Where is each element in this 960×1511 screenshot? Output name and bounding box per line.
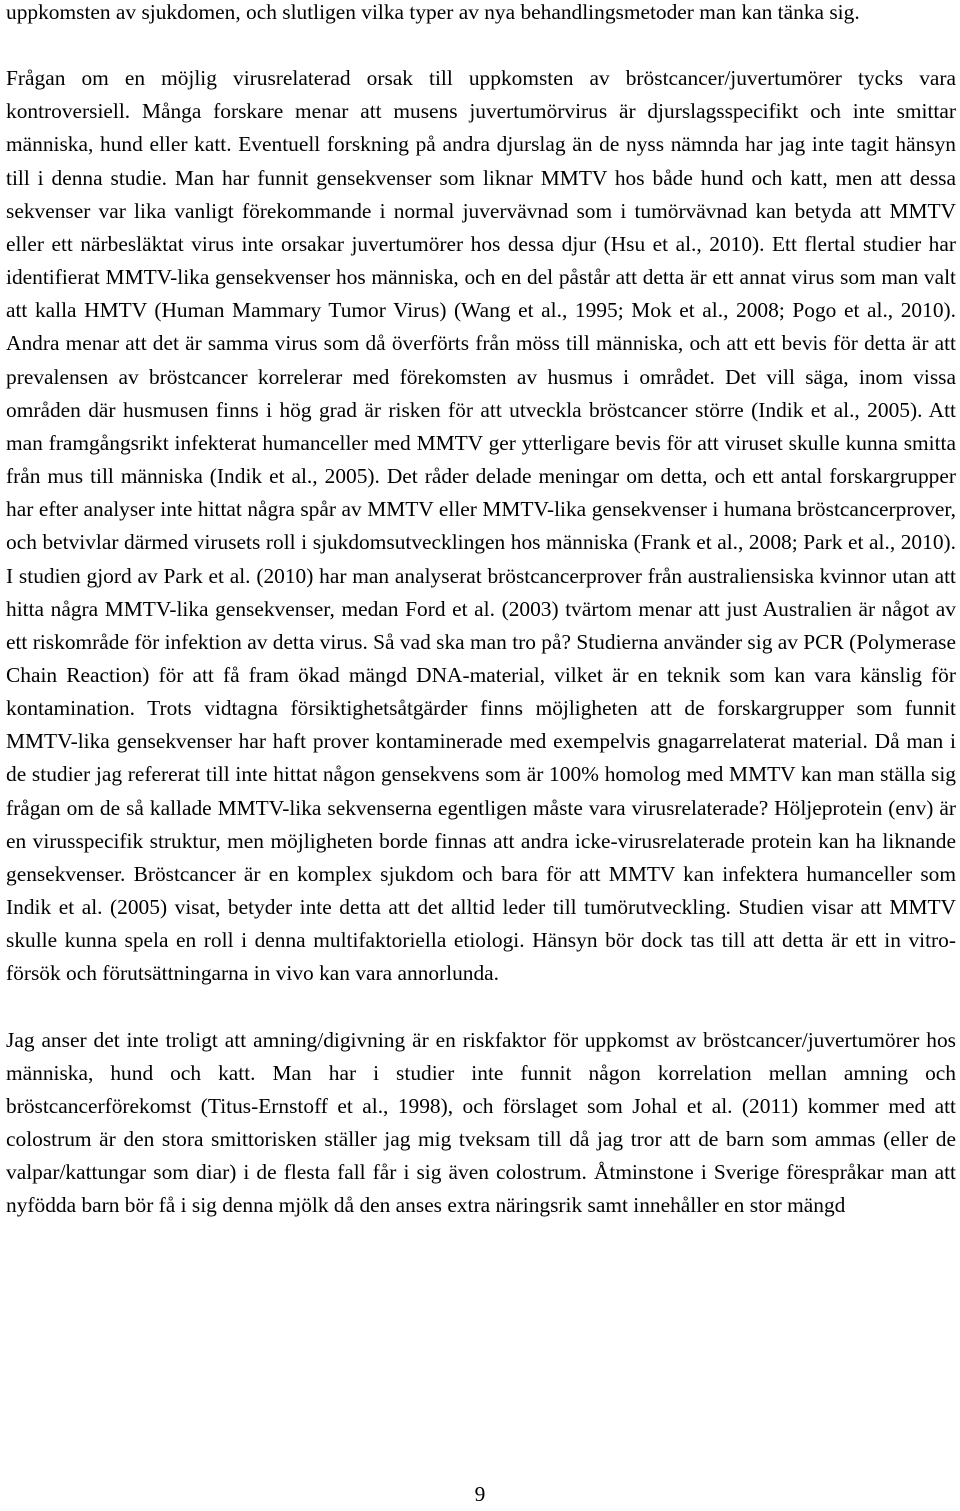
document-page: [6, 0, 956, 1222]
paragraph-breastfeeding: Jag anser det inte troligt att amning/digivning är en riskfaktor för uppkomst av bröstcancer/juvertumörer hos människa, hund och katt. Man har i studier inte funnit någon korrelation mellan amning och bröstcancerförekomst (Titus-Ernstoff et al., 1998), och förslaget som Johal et al. (2011) kommer med att colostrum är den stora smittorisken ställer jag mig tveksam till då jag tror att de barn som ammas (eller de valpar/kattungar som diar) i de flesta fall får i sig även colostrum. Åtminstone i Sverige förespråkar man att nyfödda barn bör få i sig denna mjölk då den anses extra näringsrik samt innehåller en stor mängd: [6, 1027, 956, 1218]
paragraph-virus-discussion: Frågan om en möjlig virusrelaterad orsak till uppkomsten av bröstcancer/juvertumörer tycks vara kontroversiell. Många forskare menar att musens juvertumörvirus är djurslagsspecifikt och inte smittar människa, hund eller katt. Eventuell forskning på andra djurslag än de nyss nämnda har jag inte tagit hänsyn till i denna studie. Man har funnit gensekvenser som liknar MMTV hos både hund och katt, men att dessa sekvenser var lika vanligt förekommande i normal juvervävnad som i tumörvävnad kan betyda att MMTV eller ett närbesläktat virus inte orsakar juvertumörer hos dessa djur (Hsu et al., 2010). Ett flertal studier har identifierat MMTV-lika gensekvenser hos människa, och en del påstår att detta är ett annat virus som man valt att kalla HMTV (Human Mammary Tumor Virus) (Wang et al., 1995; Mok et al., 2008; Pogo et al., 2010). Andra menar att det är samma virus som då överförts från möss till människa, och att ett bevis för detta är att prevalensen av bröstcancer korrelerar med förekomsten av husmus i området. Det vill säga, inom vissa områden där husmusen finns i hög grad är risken för att utveckla bröstcancer större (Indik et al., 2005). Att man framgångsrikt infekterat humanceller med MMTV ger ytterligare bevis för att viruset skulle kunna smitta från mus till människa (Indik et al., 2005). Det råder delade meningar om detta, och ett antal forskargrupper har efter analyser inte hittat några spår av MMTV eller MMTV-lika gensekvenser i humana bröstcancerprover, och betvivlar därmed virusets roll i sjukdomsutvecklingen hos människa (Frank et al., 2008; Park et al., 2010). I studien gjord av Park et al. (2010) har man analyserat bröstcancerprover från australiensiska kvinnor utan att hitta några MMTV-lika gensekvenser, medan Ford et al. (2003) tvärtom menar att just Australien är något av ett riskområde för infektion av detta virus. Så vad ska man tro på? Studierna använder sig av PCR (Polymerase Chain Reaction) för att få fram ökad mängd DNA-material, vilket är en teknik som kan vara känslig för kontamination. Trots vidtagna försiktighetsåtgärder finns möjligheten att de forskargrupper som funnit MMTV-lika gensekvenser har haft prover kontaminerade med exempelvis gnagarrelaterat material. Då man i de studier jag refererat till inte hittat någon gensekvens som är 100% homolog med MMTV kan man ställa sig frågan om de så kallade MMTV-lika sekvenserna egentligen måste vara virusrelaterade? Höljeprotein (env) är en virusspecifik struktur, men möjligheten borde finnas att andra icke-virusrelaterade protein kan ha liknande gensekvenser. Bröstcancer är en komplex sjukdom och bara för att MMTV kan infektera humanceller som Indik et al. (2005) visat, betyder inte detta att det alltid leder till tumörutveckling. Studien visar att MMTV skulle kunna spela en roll i denna multifaktoriella etiologi. Hänsyn bör dock tas till att detta är ett in vitro-försök och förutsättningarna in vivo kan vara annorlunda.: [6, 66, 956, 986]
page-number: 9: [474, 1482, 486, 1506]
paragraph-intro-continuation: uppkomsten av sjukdomen, och slutligen vilka typer av nya behandlingsmetoder man kan tänka sig.: [6, 0, 860, 24]
